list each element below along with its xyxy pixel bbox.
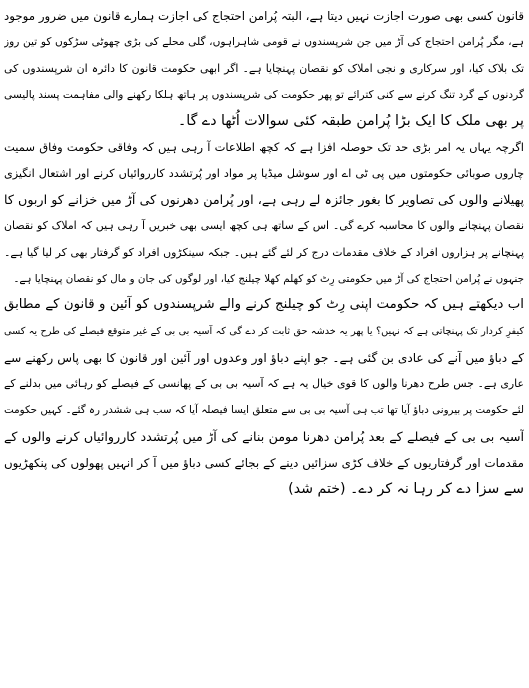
- text-line: نقصان پہنچانے والوں کا محاسبہ کرے گی۔ اس کے ساتھ ہی کچھ ایسی بھی خبریں آ رہی ہیں کہ املاک کو نقصان: [4, 219, 524, 233]
- text-line: ہے، مگر پُرامن احتجاج کی آڑ میں جن شرپسندوں نے قومی شاہراہوں، گلی محلے کی بڑی چھوٹی سڑکوں کو تین روز: [4, 36, 524, 49]
- text-line: گردنوں کے گرد تنگ کرنے سے کنی کترائے تو پھر حکومت کی شرپسندوں پر ہاتھ ہلکا رکھنے والی مفاہمت پسند پالیسی: [4, 88, 524, 101]
- text-line: کے دباؤ میں آنے کی عادی بن گئی ہے۔ جو اپنے دباؤ اور وعدوں اور آئین اور قانون کا بھی پاس رکھنے سے: [4, 350, 524, 365]
- text-line: آسیہ بی بی کے فیصلے کے بعد پُرامن دھرنا مومن بنانے کی آڑ میں پُرتشدد کارروائیاں کرنے والوں کے: [4, 428, 524, 444]
- text-line: پہنچانے پر ہزاروں افراد کے خلاف مقدمات درج کر لئے گئے ہیں۔ جبکہ سینکڑوں افراد کو گرفتار بھی کر لیا گیا ہے۔: [4, 245, 524, 259]
- urdu-article-page: [4, 3, 524, 685]
- text-line: چاروں صوبائی حکومتوں میں پی ٹی اے اور سوشل میڈیا پر مواد اور پُرتشدد کارروائیاں کرنے اور اشتعال انگیزی: [4, 166, 524, 180]
- text-line: اگرچہ یہاں یہ امر بڑی حد تک حوصلہ افزا ہے کہ کچھ اطلاعات آ رہی ہیں کہ وفاقی حکومت وفاق سمیت: [4, 140, 524, 155]
- text-line: سے سزا دے کر رہا نہ کر دے۔ (ختم شد): [288, 481, 524, 498]
- text-line: پھیلانے والوں کی تصاویر کا بغور جائزہ لے رہی ہے، اور پُرامن دھرنوں کی آڑ میں خزانے کو اربوں کا: [4, 192, 524, 208]
- paragraph-1: [4, 3, 524, 134]
- text-line: کیفرِ کردار تک پہنچاتی ہے کہ نہیں؟ یا پھر یہ خدشہ حق ثابت کر دے گی کہ آسیہ بی بی کے غیر متوقع فیصلے کی طرح یہ کسی: [4, 325, 524, 337]
- text-line: اب دیکھتے ہیں کہ حکومت اپنی رِٹ کو چیلنج کرنے والے شرپسندوں کو آئین و قانون کے مطابق: [4, 297, 524, 313]
- paragraph-2: [4, 134, 524, 292]
- text-line: جنہوں نے پُرامن احتجاج کی آڑ میں حکومتی رِٹ کو کھلم کھلا چیلنج کیا، اور لوگوں کی جان و مال کو نقصان پہنچایا ہے۔: [13, 272, 524, 285]
- text-line: لئے حکومت پر بیرونی دباؤ آیا تھا تب ہی آسیہ بی بی سے متعلق ایسا فیصلہ آیا کہ سب ہی ششدر رہ گئے۔ کہیں حکومت: [4, 404, 524, 417]
- text-line: عاری ہے۔ جس طرح دھرنا والوں کا قوی خیال یہ ہے کہ آسیہ بی بی کے پھانسی کے فیصلے کو رہائی میں بدلنے کے: [4, 377, 524, 391]
- text-line: پر بھی ملک کا ایک بڑا پُرامن طبقہ کئی سوالات اُٹھا دے گا۔: [177, 113, 524, 130]
- text-line: تک بلاک کیا، اور سرکاری و نجی املاک کو نقصان پہنچایا ہے۔ اگر ابھی حکومت قانون کا دائرہ ان شرپسندوں کی: [4, 61, 524, 75]
- text-line: مقدمات اور گرفتاریوں کے خلاف کڑی سزائیں دینے کے بجائے کسی دباؤ میں آ کر انہیں پھولوں کی پنکھڑیوں: [4, 456, 524, 471]
- paragraph-3: [4, 292, 524, 502]
- text-line: قانون کسی بھی صورت اجازت نہیں دیتا ہے، البتہ پُرامن احتجاج کی اجازت ہمارے قانون میں ضرور موجود: [4, 9, 524, 23]
